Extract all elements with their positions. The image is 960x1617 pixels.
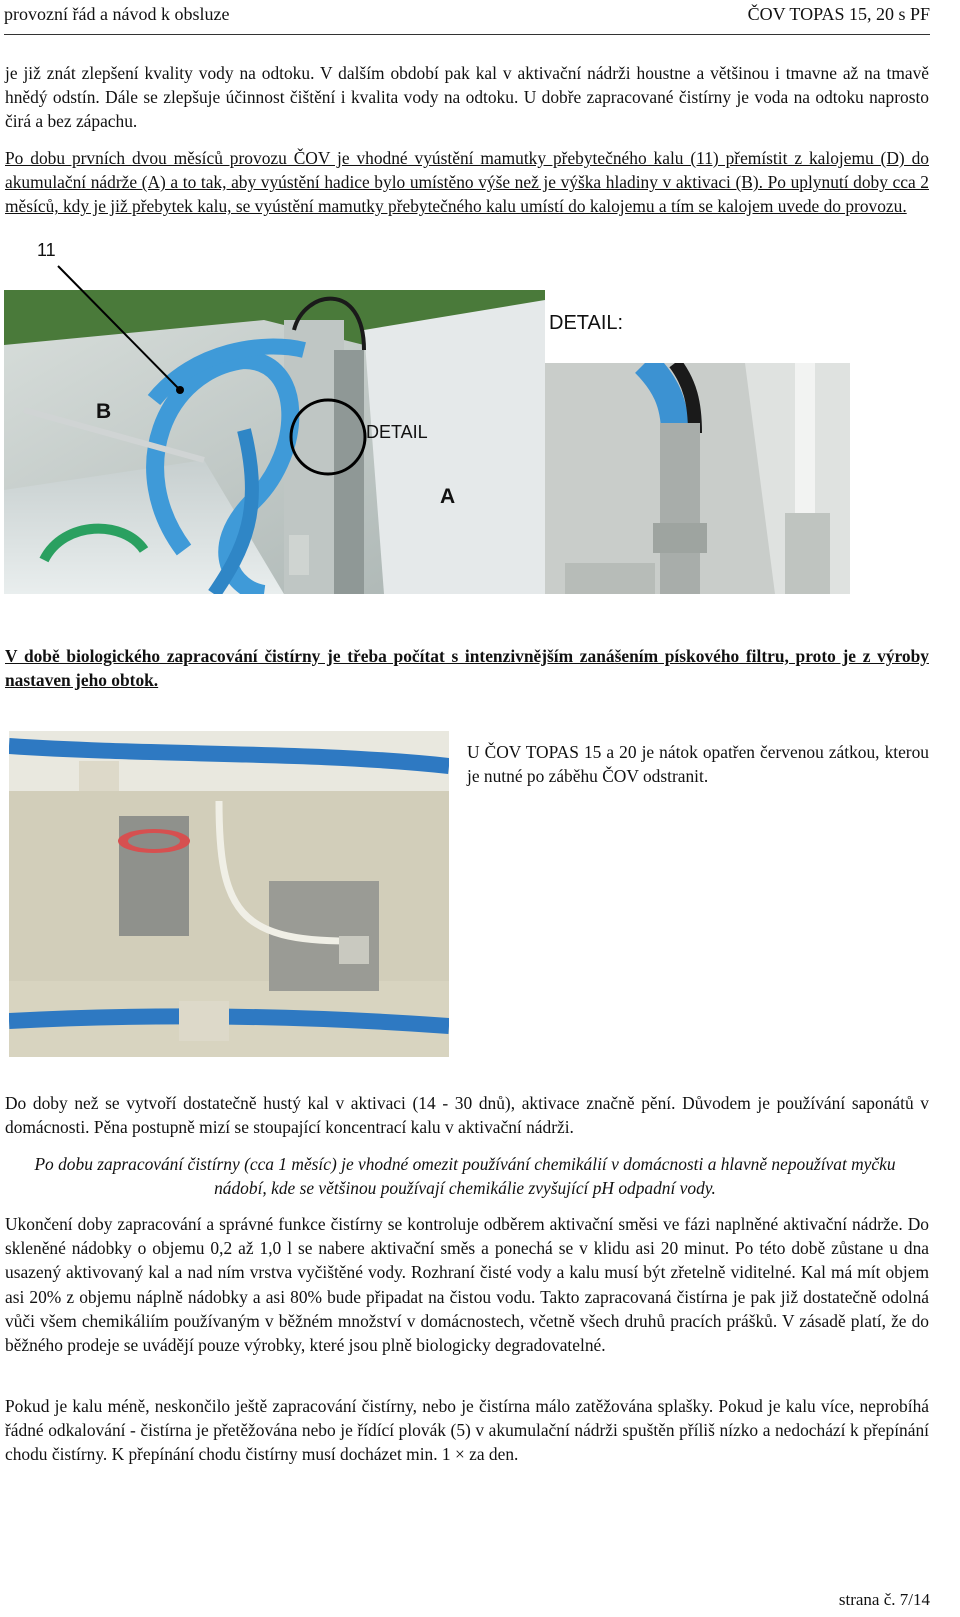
paragraph-mamutka: Po dobu prvních dvou měsíců provozu ČOV je vhodné vyústění mamutky přebytečného kalu (11) přemístit z kalojemu (D) do akumulační nádrže (A) a to tak, aby vyústění hadice bylo umístěno výše než je výška hladiny v aktivaci (B). Po uplynutí doby cca 2 měsíců, kdy je již přebytek kalu, se vyústění mamutky přebytečného kalu umístí do kalojemu a tím se kalojem uvede do provozu. — [5, 148, 929, 217]
photo-detail-drawing — [545, 363, 850, 594]
detail-circle — [291, 400, 365, 474]
label-detail: DETAIL — [366, 422, 428, 442]
header-divider — [4, 34, 930, 35]
figure-callouts — [0, 240, 545, 500]
label-a: A — [440, 485, 456, 508]
paragraph-foam: Do doby než se vytvoří dostatečně hustý kal v aktivaci (14 - 30 dnů), aktivace značně pění. Důvodem je používání saponátů v domácnosti. Pěna postupně mizí se stoupající koncentrací kalu v aktivační nádrži. — [5, 1093, 929, 1138]
photo-inflow-plug — [9, 731, 449, 1057]
header-product-title: ČOV TOPAS 15, 20 s PF — [747, 4, 930, 24]
label-11: 11 — [37, 240, 56, 260]
paragraph-filter-bypass: V době biologického zapracování čistírny je třeba počítat s intenzivnějším zanášením pískového filtru, proto je z výroby nastaven jeho obtok. — [5, 646, 929, 691]
paragraph-red-plug: U ČOV TOPAS 15 a 20 je nátok opatřen červenou zátkou, kterou je nutné po záběhu ČOV odstranit. — [467, 742, 929, 787]
paragraph-intro: je již znát zlepšení kvality vody na odtoku. V dalším období pak kal v aktivační nádrži houstne a většinou i tmavne až na tmavě hnědý odstín. Dále se zlepšuje účinnost čištění i kvalita vody na odtoku. U dobře zapracované čistírny je voda na odtoku naprosto čirá a bez zápachu. — [5, 63, 929, 132]
photo-detail — [545, 363, 850, 594]
callout-line-11 — [58, 266, 180, 390]
paragraph-sludge-amount: Pokud je kalu méně, neskončilo ještě zapracování čistírny, nebo je čistírna málo zatěžována splašky. Pokud je kalu více, neprobíhá řádné odkalování - čistírna je přetěžována nebo je řídící plovák (5) v akumulační nádrži spuštěn příliš nízko a nedochází k přepínání chodu čistírny. K přepínání chodu čistírny musí docházet min. 1 × za den. — [5, 1396, 929, 1465]
paragraph-sludge-test: Ukončení doby zapracování a správné funkce čistírny se kontroluje odběrem aktivační směsi ve fázi naplněné aktivační nádrže. Do skleněné nádobky o objemu 0,2 až 1,0 l se nabere aktivační směs a ponechá se v klidu asi 20 minut. Po této době zůstane u dna usazený aktivovaný kal a nad ním vrstva vyčištěné vody. Rozhraní čisté vody a kalu musí být zřetelně viditelné. Kal má mít objem asi 20% z objemu náplně nádobky a asi 80% bude připadat na čistou vodu. Takto zapracovaná čistírna je pak již dostatečně odolná vůči všem chemikáliím používaným v běžném množství v domácnostech, včetně všech druhů pracích prášků. V zásadě platí, že do běžného prodeje se uvádějí pouze výrobky, které jsou plně biologicky degradovatelné. — [5, 1214, 929, 1356]
paragraph-chemicals-note: Po dobu zapracování čistírny (cca 1 měsíc) je vhodné omezit používání chemikálií v domácnosti a hlavně nepoužívat myčku nádobí, kde se většinou používají chemikálie zvyšující pH odpadní vody. — [34, 1154, 896, 1199]
callout-dot-11 — [176, 386, 184, 394]
header-doc-title: provozní řád a návod k obsluze — [4, 4, 230, 24]
detail-title: DETAIL: — [549, 312, 624, 334]
label-b: B — [96, 400, 112, 423]
page-number: strana č. 7/14 — [838, 1590, 930, 1609]
photo-inflow-plug-drawing — [9, 731, 449, 1057]
